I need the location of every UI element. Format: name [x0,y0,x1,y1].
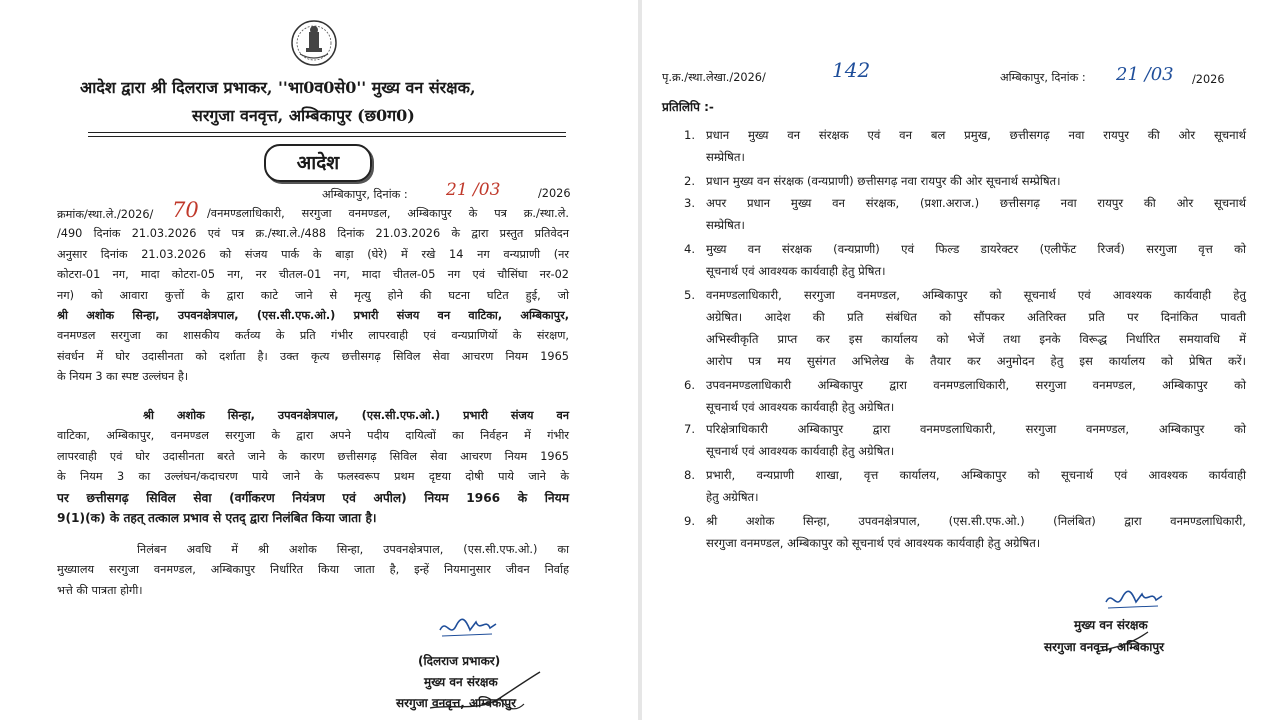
order-paragraph-1: /वनमण्डलाधिकारी, सरगुजा वनमण्डल, अम्बिकापुर के पत्र क्र./स्था.ले. /490 दिनांक 21.03.2026 एवं पत्र क्र./स्था.ले./488 दिनांक 21.03.2026 के द्वारा प्रस्तुत प्रतिवेदन अनुसार दिनांक 21.03.2026 को संजय पार्क के बाड़ा (घेरे) में रखे 14 नग वन्यप्राणी (नर कोटरा-01 नग, मादा कोटरा-05 नग, नर चीतल-01 नग, मादा चीतल-05 नग एवं चौसिंघा नर-02 नग) को आवारा कुत्तों के द्वारा काटे जाने से मृत्यु होने की घटना घटित हुई, जो श्री अशोक सिन्हा, उपवनक्षेत्रपाल, (एस.सी.एफ.ओ.) प्रभारी संजय वन वाटिका, अम्बिकापुर, वनमण्डल सरगुजा का शासकीय कर्तव्य के प्रति गंभीर लापरवाही एवं वन्यप्राणियों के संरक्षण, संवर्धन में घोर उदासीनता को दर्शाता है। उक्त कृत्य छत्तीसगढ़ सिविल सेवा आचरण नियम 1965 के नियम 3 का स्पष्ट उल्लंघन है। [57,207,569,384]
handwritten-signature-right [1102,584,1172,614]
handwritten-signature-left [436,612,506,642]
handwritten-signature-stroke [420,668,550,718]
order-title: आदेश [264,144,372,182]
endorsement-place-date-label: अम्बिकापुर, दिनांक : [1000,71,1086,84]
place-date-label: अम्बिकापुर, दिनांक : [322,188,408,201]
endorsement-number-handwritten: 142 [832,58,871,82]
order-date-year: /2026 [538,187,571,200]
order-header-line2: सरगुजा वनवृत्त, अम्बिकापुर (छ0ग0) [192,106,415,125]
header-rule-bottom [88,136,566,137]
order-paragraph-2: श्री अशोक सिन्हा, उपवनक्षेत्रपाल, (एस.सी.एफ.ओ.) प्रभारी संजय वन वाटिका, अम्बिकापुर, वनमण्डल सरगुजा के द्वारा अपने पदीय दायित्वों का निर्वहन में गंभीर लापरवाही एवं घोर उदासीनता बरते जाने के कारण छत्तीसगढ़ सिविल सेवा आचरण नियम 1965 के नियम 3 का उल्लंघन/कदाचरण पाये जाने के फलस्वरूप प्रथम दृष्टया दोषी पाये जाने के पर छत्तीसगढ़ सिविल सेवा (वर्गीकरण नियंत्रण एवं अपील) नियम 1966 के नियम 9(1)(क) के तहत् तत्काल प्रभाव से एतद् द्वारा निलंबित किया जाता है। [57,409,569,526]
endorsement-date-year: /2026 [1192,73,1225,86]
signatory-office: सरगुजा वनवृत्त, अम्बिकापुर [396,696,517,710]
order-number-prefix: क्रमांक/स्था.ले./2026/ [57,208,154,221]
state-emblem-icon [290,18,338,68]
order-date-handwritten: 21 /03 [446,180,501,200]
header-rule-top [88,132,566,133]
signatory-name: (दिलराज प्रभाकर) [418,654,501,668]
order-header-line1: आदेश द्वारा श्री दिलराज प्रभाकर, ''भा0व0से0'' मुख्य वन संरक्षक, [80,78,476,97]
signatory-designation: मुख्य वन संरक्षक [424,675,498,689]
handwritten-signature-right-stroke [1092,628,1152,658]
copy-heading: प्रतिलिपि :- [662,100,714,114]
endorsement-page-right: पृ.क्र./स्था.लेखा./2026/ 142 अम्बिकापुर, दिनांक : 21 /03 /2026 प्रतिलिपि :- 1. प्रधान मुख्य वन संरक्षक एवं वन बल प्रमुख, छत्तीसगढ़ नवा रायपुर की ओर सूचनार्थ सम्प्रेषित। 2. प्रधान मुख्य वन संरक्षक (वन्यप्राणी) छत्तीसगढ़ नवा रायपुर की ओर सूचनार्थ सम्प्रेषित। 3. अपर प्रधान मुख्य वन संरक्षक, (प्रशा.अराज.) छत्तीसगढ़ नवा रायपुर की ओर सूचनार्थ सम्प्रेषित। 4. मुख्य वन संरक्षक (वन्यप्राणी) एवं फिल्ड डायरेक्टर (एलीफेंट रिजर्व) सरगुजा वृत्त को सूचनार्थ एवं आवश्यक कार्यवाही हेतु प्रेषित। 5. वनमण्डलाधिकारी, सरगुजा वनमण्डल, अम्बिकापुर को सूचनार्थ एवं आवश्यक कार्यवाही हेतु अग्रेषित। आदेश की प्रति संबंधित को सौंपकर अतिरिक्त प्रति पर दिनांकित पावती अभिस्वीकृति प्राप्त कर इस कार्यालय को भेजें तथा इनके विरूद्ध निर्धारित समयावधि में आरोप पत्र मय सुसंगत अभिलेख के तैयार कर अनुमोदन हेतु इस कार्यालय को प्रेषित करें। 6. उपवनमण्डलाधिकारी अम्बिकापुर द्वारा वनमण्डलाधिकारी, सरगुजा वनमण्डल, अम्बिकापुर को सूचनार्थ एवं आवश्यक कार्यवाही हेतु अग्रेषित। 7. परिक्षेत्राधिकारी अम्बिकापुर द्वारा वनमण्डलाधिकारी, सरगुजा वनमण्डल, अम्बिकापुर को सूचनार्थ एवं आवश्यक कार्यवाही हेतु अग्रेषित। 8. प्रभारी, वन्यप्राणी शाखा, वृत्त कार्यालय, अम्बिकापुर को सूचनार्थ एवं आवश्यक कार्यवाही हेतु अग्रेषित। 9. श्री अशोक सिन्हा, उपवनक्षेत्रपाल, (एस.सी.एफ.ओ.) (निलंबित) द्वारा वनमण्डलाधिकारी, सरगुजा वनमण्डल, अम्बिकापुर को सूचनार्थ एवं आवश्यक कार्यवाही हेतु अग्रेषित। मुख्य वन संरक्षक सरगुजा वनवृत्त, अम्बिकापुर [642,0,1280,720]
endorsement-number-prefix: पृ.क्र./स्था.लेखा./2026/ [662,71,766,84]
endorsement-signatory-designation: मुख्य वन संरक्षक [1074,618,1148,632]
order-number-handwritten: 70 [172,198,199,222]
endorsement-date-handwritten: 21 /03 [1116,64,1174,85]
order-paragraph-3: निलंबन अवधि में श्री अशोक सिन्हा, उपवनक्षेत्रपाल, (एस.सी.एफ.ओ.) का मुख्यालय सरगुजा वनमण्डल, अम्बिकापुर निर्धारित किया जाता है, इन्हें नियमानुसार जीवन निर्वाह भत्ते की पात्रता होगी। [57,543,569,597]
endorsement-signatory-office: सरगुजा वनवृत्त, अम्बिकापुर [1044,640,1165,654]
